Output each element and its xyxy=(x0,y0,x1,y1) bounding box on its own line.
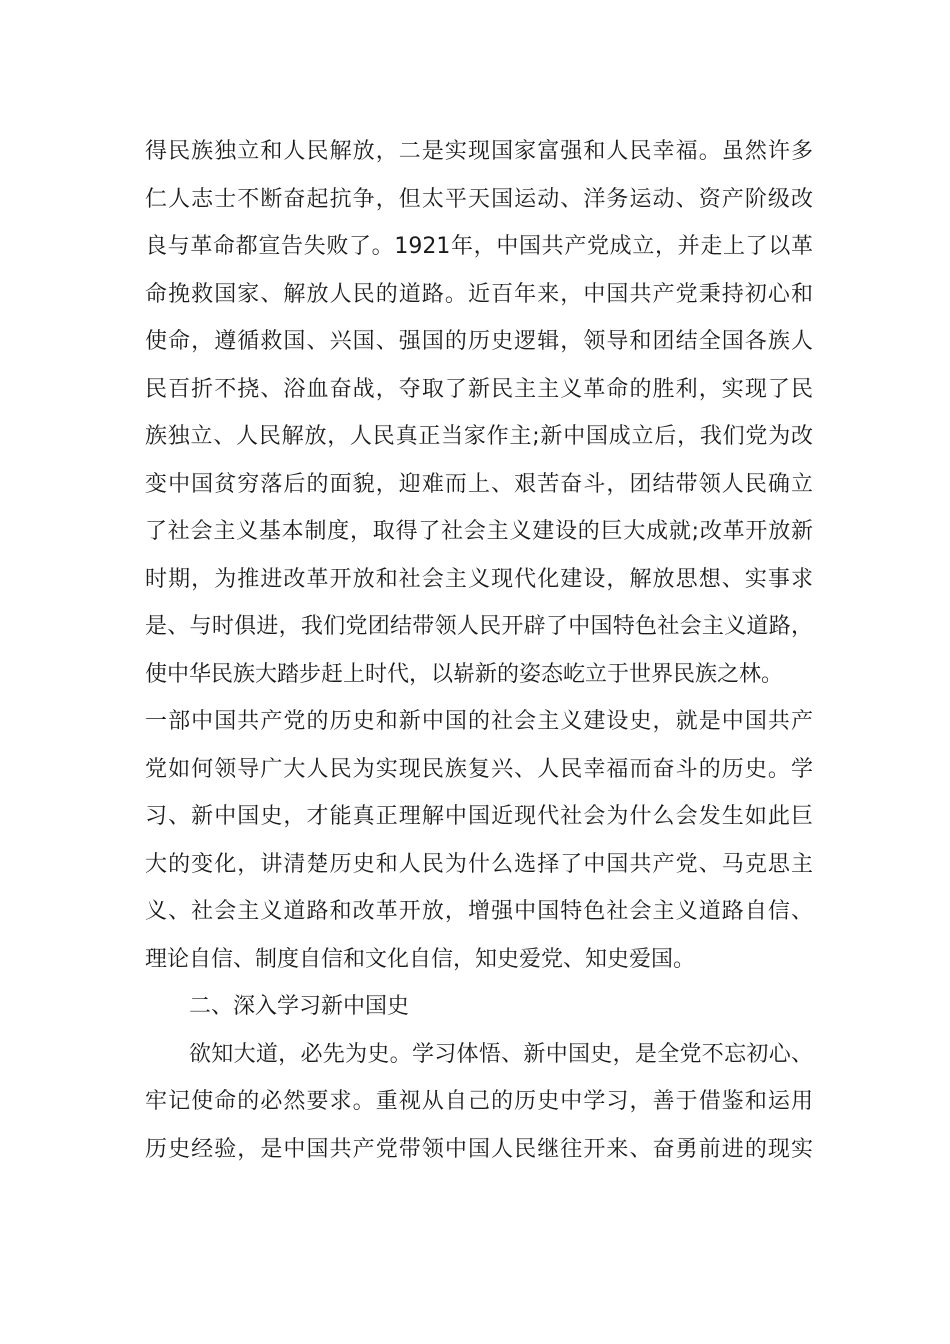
text-line: 命挽救国家、解放人民的道路。近百年来，中国共产党秉持初心和 xyxy=(145,281,813,307)
text-line: 使命，遵循救国、兴国、强国的历史逻辑，领导和团结全国各族人 xyxy=(145,329,813,354)
text-line: 大的变化，讲清楚历史和人民为什么选择了中国共产党、马克思主 xyxy=(145,851,813,877)
text-line: 一部中国共产党的历史和新中国的社会主义建设史，就是中国共产 xyxy=(145,709,813,734)
text-line: 义、社会主义道路和改革开放，增强中国特色社会主义道路自信、 xyxy=(145,899,813,924)
text-line: 族独立、人民解放，人民真正当家作主;新中国成立后，我们党为改 xyxy=(145,424,813,449)
text-line: 历史经验，是中国共产党带领中国人民继往开来、奋勇前进的现实 xyxy=(145,1136,813,1162)
section-heading: 二、深入学习新中国史 xyxy=(189,994,410,1019)
text-line: 理论自信、制度自信和文化自信，知史爱党、知史爱国。 xyxy=(145,946,696,972)
text-line: 变中国贫穷落后的面貌，迎难而上、艰苦奋斗，团结带领人民确立 xyxy=(145,471,813,497)
text-line: 时期，为推进改革开放和社会主义现代化建设，解放思想、实事求 xyxy=(145,566,813,592)
document-body xyxy=(145,128,813,1173)
text-line: 民百折不挠、浴血奋战，夺取了新民主主义革命的胜利，实现了民 xyxy=(145,376,813,402)
text-line: 了社会主义基本制度，取得了社会主义建设的巨大成就;改革开放新 xyxy=(145,519,813,544)
text-line: 是、与时俱进，我们党团结带领人民开辟了中国特色社会主义道路， xyxy=(145,614,813,639)
text-line: 使中华民族大踏步赶上时代，以崭新的姿态屹立于世界民族之林。 xyxy=(145,661,784,687)
text-line: 良与革命都宣告失败了。1921年，中国共产党成立，并走上了以革 xyxy=(145,234,813,259)
text-line: 党如何领导广大人民为实现民族复兴、人民幸福而奋斗的历史。学 xyxy=(145,756,813,782)
text-line: 欲知大道，必先为史。学习体悟、新中国史，是全党不忘初心、 xyxy=(189,1041,813,1067)
text-line: 习、新中国史，才能真正理解中国近现代社会为什么会发生如此巨 xyxy=(145,804,813,829)
text-line: 得民族独立和人民解放，二是实现国家富强和人民幸福。虽然许多 xyxy=(145,139,813,164)
text-line: 牢记使命的必然要求。重视从自己的历史中学习，善于借鉴和运用 xyxy=(145,1089,813,1114)
text-line: 仁人志士不断奋起抗争，但太平天国运动、洋务运动、资产阶级改 xyxy=(145,186,813,212)
